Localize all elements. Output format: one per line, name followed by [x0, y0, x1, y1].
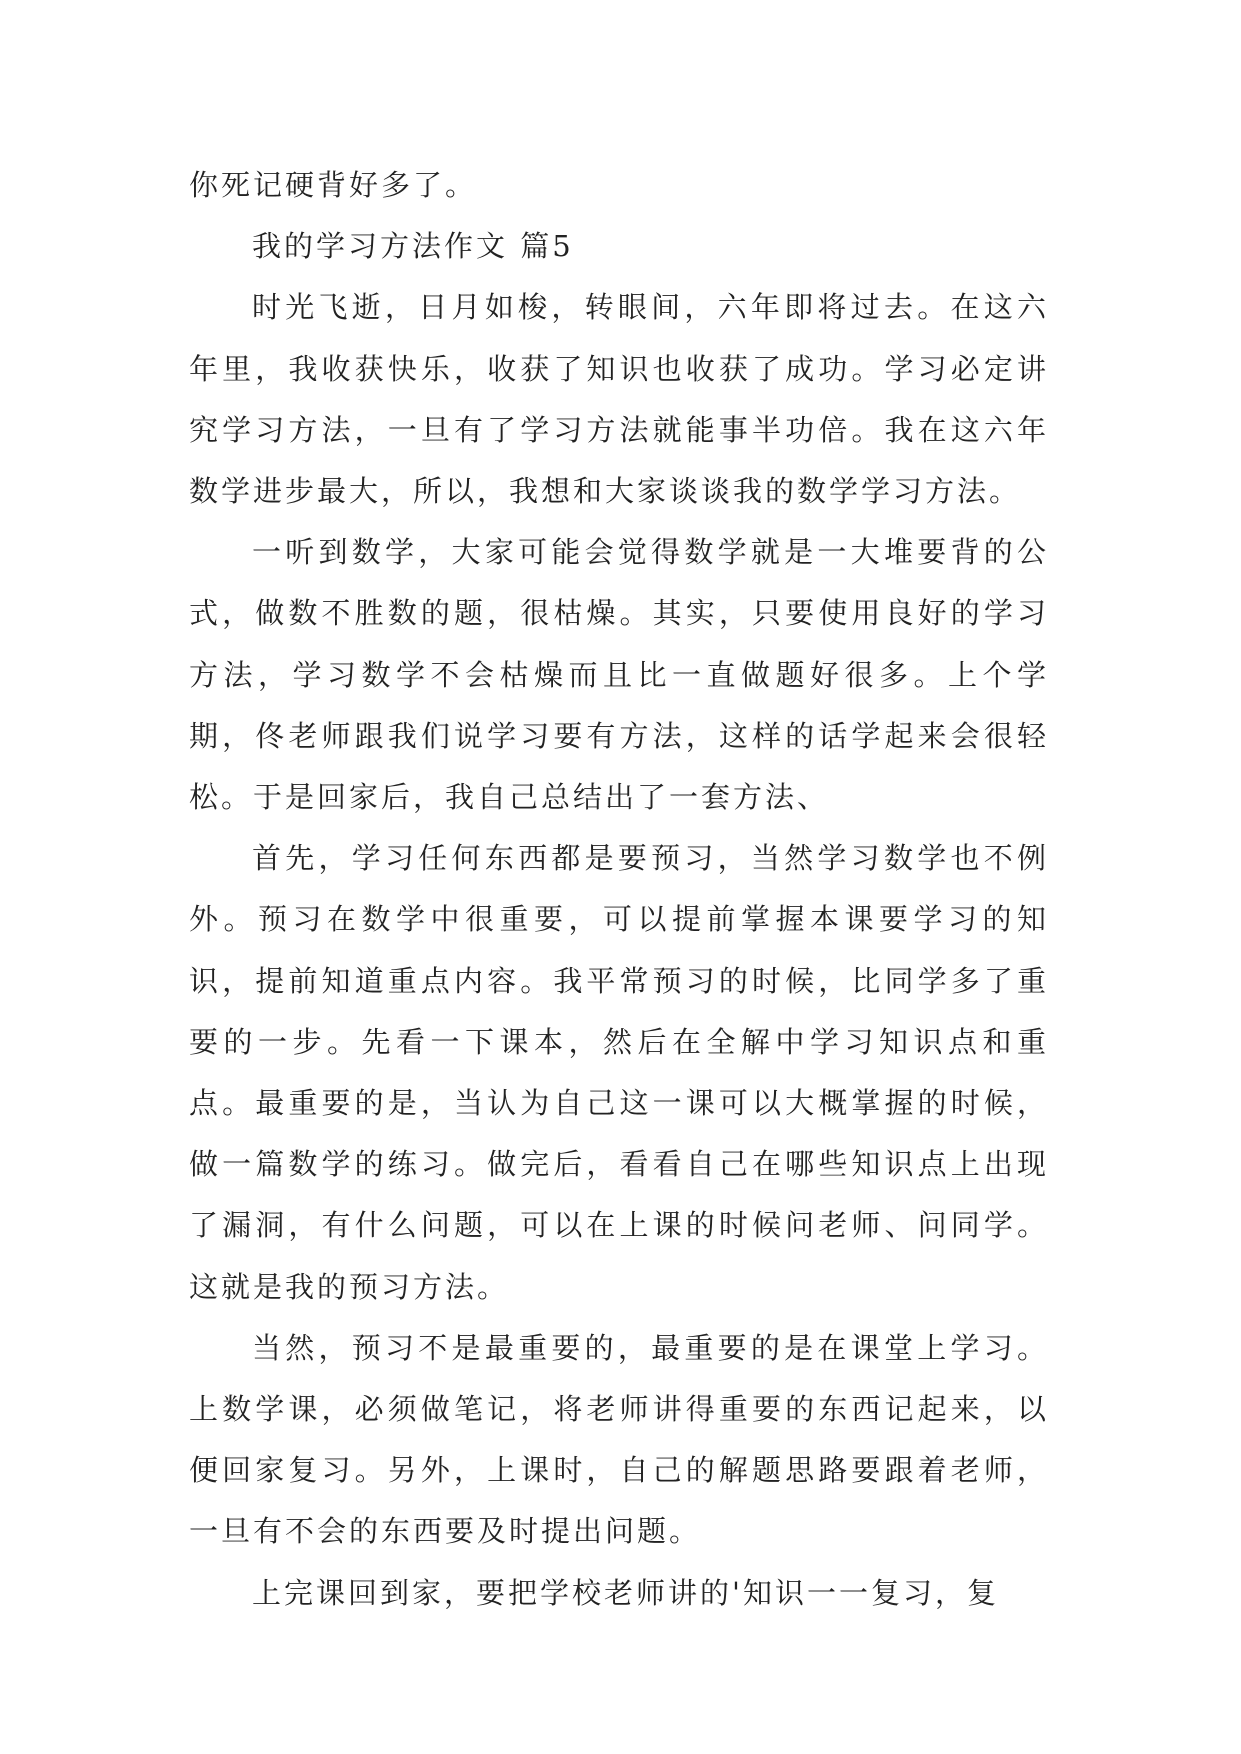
- paragraph-preview-method: 首先，学习任何东西都是要预习，当然学习数学也不例外。预习在数学中很重要，可以提前掌握本课要学习的知识，提前知道重点内容。我平常预习的时候，比同学多了重要的一步。先看一下课本，然后在全解中学习知识点和重点。最重要的是，当认为自己这一课可以大概掌握的时候，做一篇数学的练习。做完后，看看自己在哪些知识点上出现了漏洞，有什么问题，可以在上课的时候问老师、问同学。这就是我的预习方法。: [189, 841, 1049, 1304]
- paragraph-classroom-learning: 当然，预习不是最重要的，最重要的是在课堂上学习。上数学课，必须做笔记，将老师讲得重要的东西记起来，以便回家复习。另外，上课时，自己的解题思路要跟着老师，一旦有不会的东西要及时提出问题。: [189, 1330, 1049, 1549]
- paragraph-continuation: 你死记硬背好多了。: [189, 168, 478, 202]
- paragraph-intro: 时光飞逝，日月如梭，转眼间，六年即将过去。在这六年里，我收获快乐，收获了知识也收获了成功。学习必定讲究学习方法，一旦有了学习方法就能事半功倍。我在这六年数学进步最大，所以，我想和大家谈谈我的数学学习方法。: [189, 290, 1049, 509]
- paragraph-review: 上完课回到家，要把学校老师讲的'知识一一复习，复: [252, 1575, 999, 1610]
- section-heading: 我的学习方法作文 篇5: [252, 229, 574, 264]
- document-body: [189, 155, 1049, 1624]
- paragraph-math-impression: 一听到数学，大家可能会觉得数学就是一大堆要背的公式，做数不胜数的题，很枯燥。其实，只要使用良好的学习方法，学习数学不会枯燥而且比一直做题好很多。上个学期，佟老师跟我们说学习要有方法，这样的话学起来会很轻松。于是回家后，我自己总结出了一套方法、: [189, 535, 1049, 815]
